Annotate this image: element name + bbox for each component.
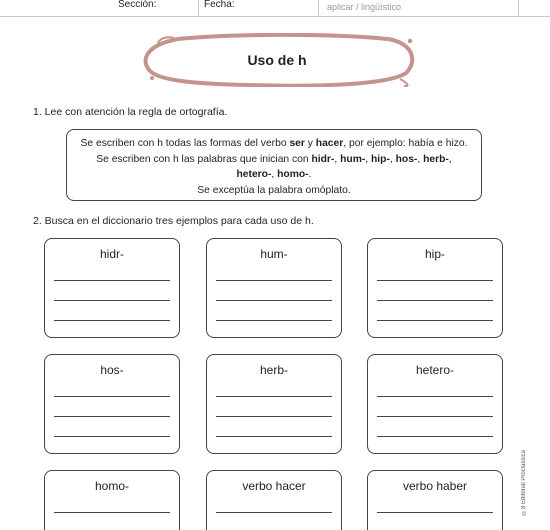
answer-line[interactable] — [216, 436, 332, 437]
card-label: hetero- — [415, 363, 455, 377]
competence-text: aplicar / lingüístico — [327, 2, 402, 12]
rule-line-3 — [77, 167, 471, 183]
answer-line[interactable] — [216, 320, 332, 321]
example-card-verbo-hacer — [206, 470, 342, 530]
date-label: Fecha: — [204, 0, 235, 10]
rule-line-2 — [77, 152, 471, 168]
answer-line[interactable] — [216, 280, 332, 281]
card-label: hidr- — [99, 247, 124, 261]
oval-dot — [408, 39, 412, 43]
rule-bold: hetero- — [236, 169, 272, 180]
rule-text: , — [389, 153, 396, 165]
example-card-hetero — [367, 354, 503, 454]
rule-bold: hum- — [340, 153, 366, 165]
answer-line[interactable] — [54, 416, 170, 417]
header-divider — [318, 0, 319, 16]
answer-line[interactable] — [54, 436, 170, 437]
oval-dot — [150, 76, 154, 80]
copyright-text: ©8 Editorial Proclassica — [521, 449, 527, 515]
rule-bold: hos- — [395, 153, 418, 165]
card-label: hum- — [260, 247, 288, 261]
header-divider — [518, 0, 519, 16]
answer-line[interactable] — [54, 396, 170, 397]
rule-text: , — [365, 153, 372, 165]
rule-box — [66, 129, 482, 201]
rule-line-1 — [77, 136, 471, 152]
answer-line[interactable] — [377, 300, 493, 301]
header-strip — [0, 0, 550, 17]
rule-text: , por ejemplo: había e hizo. — [343, 138, 468, 149]
example-card-hum — [206, 238, 342, 338]
answer-line[interactable] — [377, 396, 493, 397]
answer-line[interactable] — [216, 512, 332, 513]
card-label: verbo haber — [402, 479, 468, 493]
answer-line[interactable] — [54, 512, 170, 513]
rule-bold: herb- — [423, 153, 449, 165]
page-title: Uso de h — [247, 52, 307, 68]
rule-text: . — [308, 169, 312, 180]
rule-bold: hidr- — [311, 153, 335, 165]
rule-bold: ser — [289, 138, 305, 149]
instruction-2: 2. Busca en el diccionario tres ejemplos para cada uso de h. — [33, 215, 314, 227]
oval-flourish — [400, 79, 407, 86]
section-label: Sección: — [118, 0, 157, 10]
rule-text: Se escriben con h todas las formas del verbo — [80, 138, 290, 149]
card-label: herb- — [259, 363, 288, 377]
rule-line-4: Se exceptúa la palabra omóplato. — [197, 184, 351, 196]
card-label: verbo hacer — [242, 479, 306, 493]
example-card-herb — [206, 354, 342, 454]
rule-bold: hacer — [315, 138, 344, 149]
answer-line[interactable] — [54, 320, 170, 321]
rule-text: , — [334, 153, 341, 165]
answer-line[interactable] — [377, 416, 493, 417]
example-card-hidr — [44, 238, 180, 338]
rule-text: Se escriben con h las palabras que inician con — [96, 153, 312, 165]
rule-text: , — [417, 153, 424, 165]
card-label: hip- — [424, 247, 445, 261]
rule-text: y — [304, 138, 316, 149]
answer-line[interactable] — [216, 300, 332, 301]
answer-line[interactable] — [377, 436, 493, 437]
rule-text: , — [271, 169, 278, 180]
answer-line[interactable] — [377, 320, 493, 321]
answer-line[interactable] — [54, 300, 170, 301]
header-divider — [198, 0, 199, 16]
example-card-verbo-haber — [367, 470, 503, 530]
example-card-hos — [44, 354, 180, 454]
answer-line[interactable] — [216, 396, 332, 397]
rule-text: , — [448, 153, 452, 165]
instruction-1: 1. Lee con atención la regla de ortografía. — [33, 106, 228, 118]
rule-bold: hip- — [371, 153, 390, 165]
card-label: homo- — [94, 479, 129, 493]
rule-bold: homo- — [277, 169, 309, 180]
answer-line[interactable] — [54, 280, 170, 281]
answer-line[interactable] — [377, 512, 493, 513]
answer-line[interactable] — [216, 416, 332, 417]
card-label: hos- — [100, 363, 124, 377]
answer-line[interactable] — [377, 280, 493, 281]
example-card-homo — [44, 470, 180, 530]
example-card-hip — [367, 238, 503, 338]
